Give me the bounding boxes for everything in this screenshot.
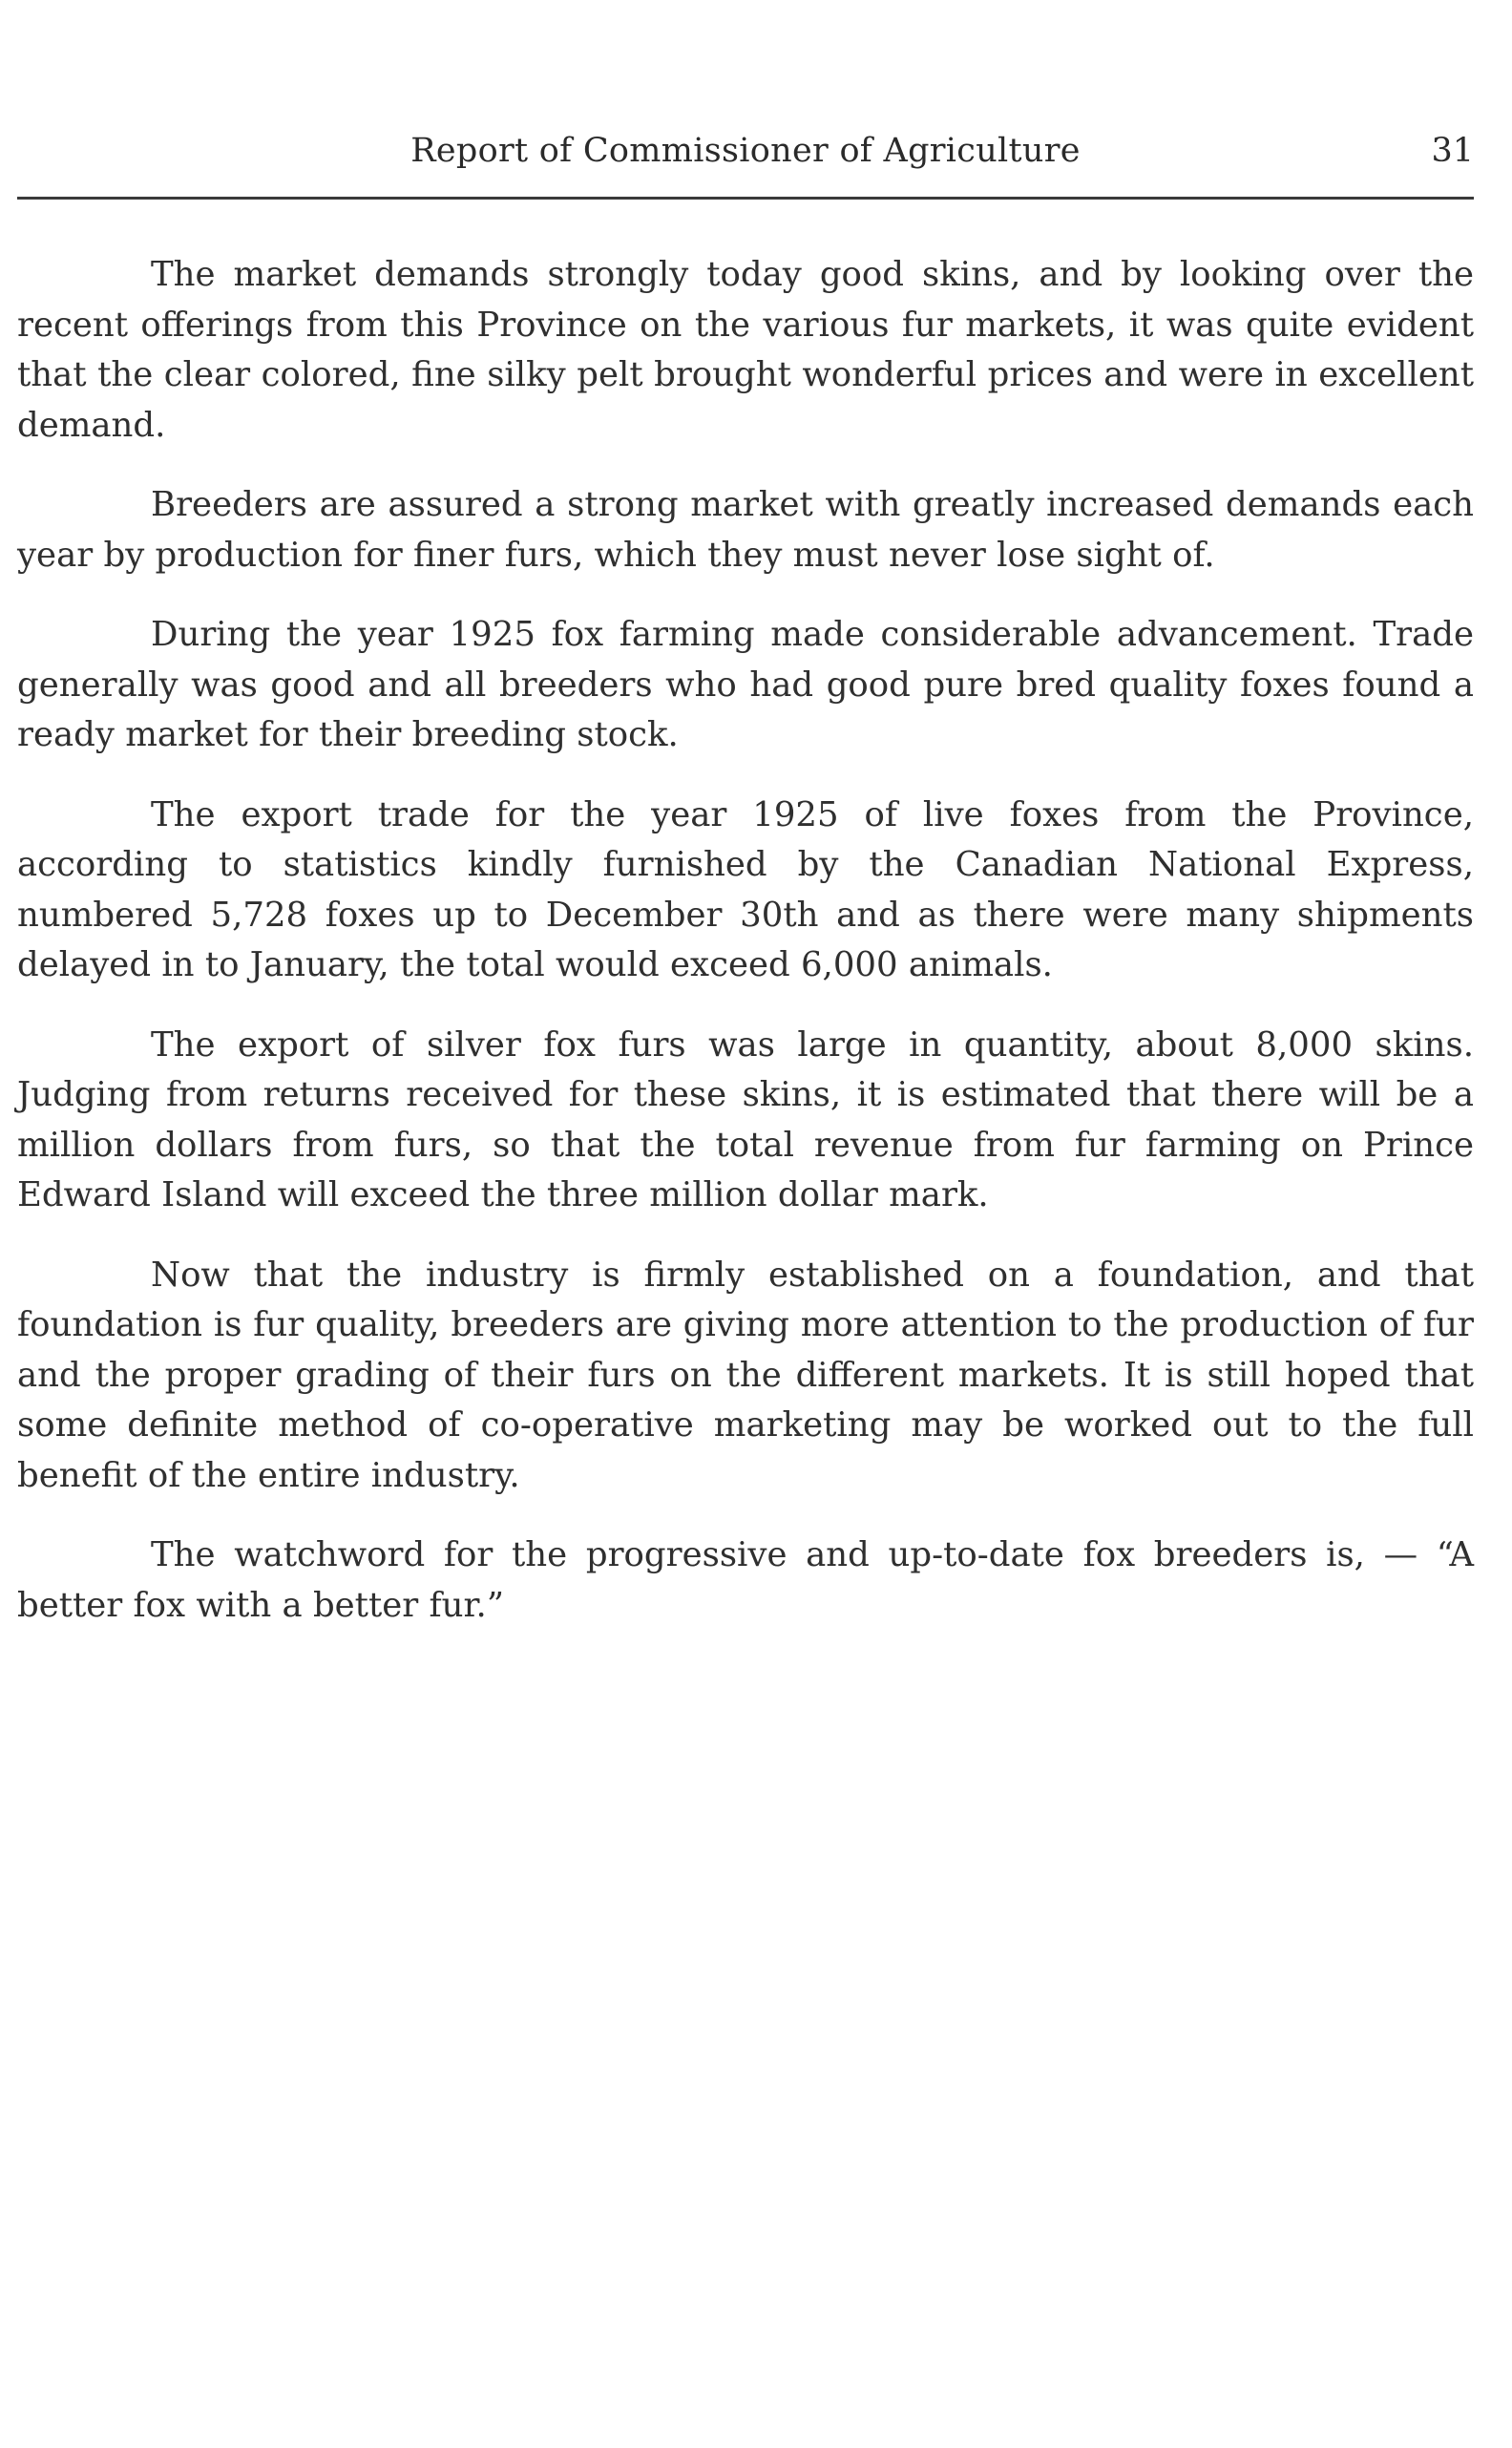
running-title: Report of Commissioner of Agriculture <box>410 132 1081 170</box>
paragraph-watchword: The watchword for the progressive and up-to-date fox breeders is, — “A better fox with a better fur.” <box>17 1535 1474 1625</box>
page-number: 31 <box>1431 132 1474 170</box>
body-text <box>17 250 1474 1660</box>
paragraph-year-1925: During the year 1925 fox farming made considerable advancement. Trade generally was good and all breeders who had good pure bred quality foxes found a ready market for their breeding stock. <box>17 615 1474 754</box>
paragraph-market-demands: The market demands strongly today good skins, and by looking over the recent offerings from this Province on the various fur markets, it was quite evident that the clear colored, fine silky pelt brought wonderful prices and were in excellent demand. <box>17 255 1474 445</box>
paragraph-export-trade: The export trade for the year 1925 of live foxes from the Province, according to statistics kindly furnished by the Canadian National Express, numbered 5,728 foxes up to December 30th and as there were many shipments delayed in to January, the total would exceed 6,000 animals. <box>17 794 1474 984</box>
header-rule <box>17 197 1474 200</box>
paragraph-silver-fox-furs: The export of silver fox furs was large in quantity, about 8,000 skins. Judging from returns received for these skins, it is estimated that there will be a million dollars from furs, so that the total revenue from fur farming on Prince Edward Island will exceed the three million dollar mark. <box>17 1024 1474 1214</box>
paragraph-breeders: Breeders are assured a strong market with greatly increased demands each year by production for finer furs, which they must never lose sight of. <box>17 485 1474 575</box>
paragraph-industry-foundation: Now that the industry is firmly established on a foundation, and that foundation is fur quality, breeders are giving more attention to the production of fur and the proper grading of their furs on the different markets. It is still hoped that some definite method of co-operative marketing may be worked out to the full benefit of the entire industry. <box>17 1255 1474 1495</box>
page-header <box>17 126 1474 183</box>
